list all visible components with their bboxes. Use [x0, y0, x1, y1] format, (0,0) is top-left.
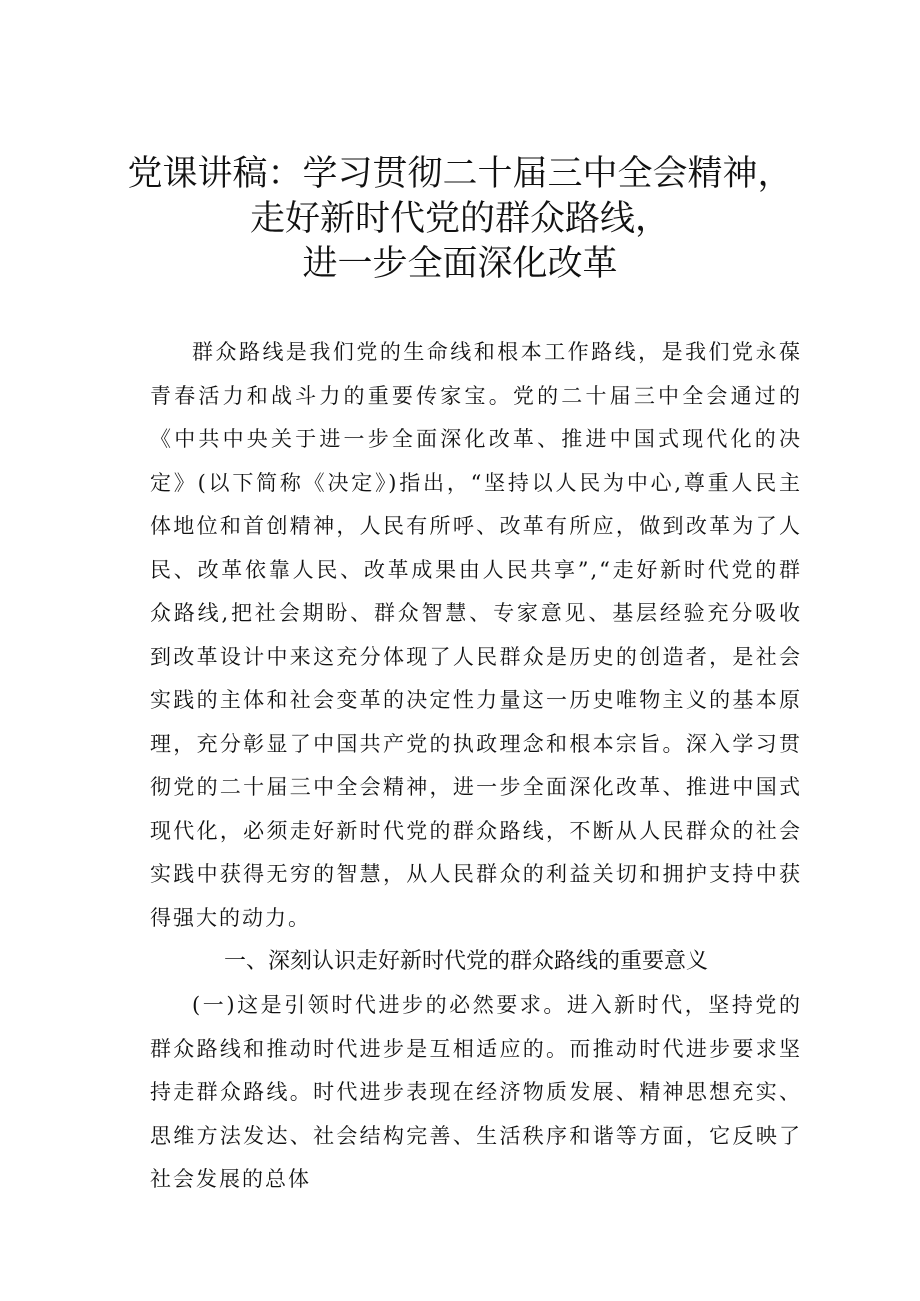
title-line-2: 走好新时代党的群众路线， — [249, 199, 670, 239]
section-1-heading: 一、深刻认识走好新时代党的群众路线的重要意义 — [223, 949, 708, 974]
title-line-1: 党课讲稿：学习贯彻二十届三中全会精神， — [127, 154, 793, 194]
document-title — [120, 152, 800, 287]
section-1-paragraph-1: (一)这是引领时代进步的必然要求。进入新时代，坚持党的群众路线和推动时代进步是互相适应的。而推动时代进步要求坚持走群众路线。时代进步表现在经济物质发展、精神思想充实、思维方法发达、社会结构完善、生活秩序和谐等方面，它反映了社会发展的总体 — [150, 993, 802, 1191]
intro-paragraph: 群众路线是我们党的生命线和根本工作路线，是我们党永葆青春活力和战斗力的重要传家宝。党的二十届三中全会通过的《中共中央关于进一步全面深化改革、推进中国式现代化的决定》(以下简称《决定》)指出，“坚持以人民为中心,尊重人民主体地位和首创精神，人民有所呼、改革有所应，做到改革为了人民、改革依靠人民、改革成果由人民共享”,“走好新时代党的群众路线,把社会期盼、群众智慧、专家意见、基层经验充分吸收到改革设计中来这充分体现了人民群众是历史的创造者，是社会实践的主体和社会变革的决定性力量这一历史唯物主义的基本原理，充分彰显了中国共产党的执政理念和根本宗旨。深入学习贯彻党的二十届三中全会精神，进一步全面深化改革、推进中国式现代化，必须走好新时代党的群众路线，不断从人民群众的社会实践中获得无穷的智慧，从人民群众的利益关切和拥护支持中获得强大的动力。 — [150, 340, 802, 930]
title-line-3: 进一步全面深化改革 — [302, 244, 618, 284]
document-body — [150, 331, 802, 1202]
